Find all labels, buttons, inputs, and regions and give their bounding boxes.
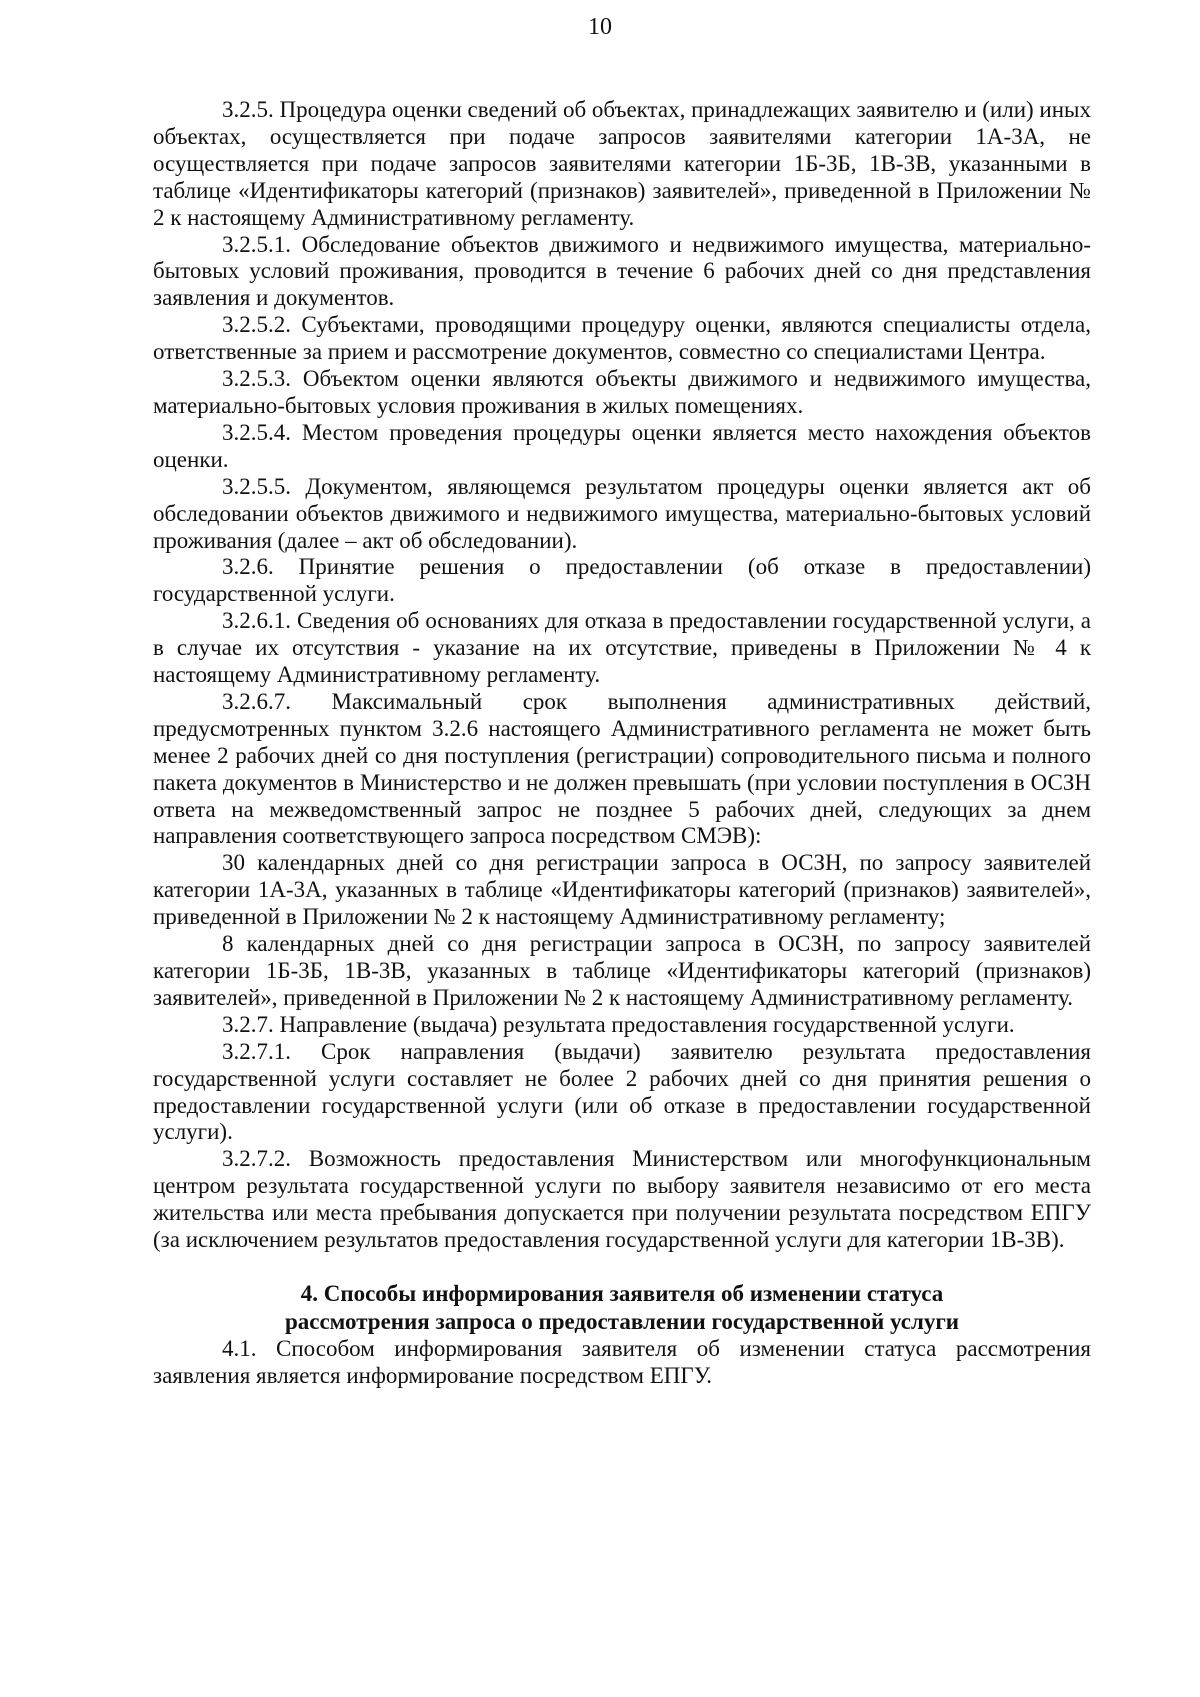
section-spacer <box>153 1254 1091 1280</box>
paragraph-3-2-5-3: 3.2.5.3. Объектом оценки являются объекты движимого и недвижимого имущества, материально-бытовых условия проживания в жилых помещениях. <box>153 366 1091 418</box>
paragraph-4-1: 4.1. Способом информирования заявителя об изменении статуса рассмотрения заявления является информирование посредством ЕПГУ. <box>153 1335 1091 1388</box>
paragraph-3-2-5-1: 3.2.5.1. Обследование объектов движимого и недвижимого имущества, материально-бытовых условий проживания, проводится в течение 6 рабочих дней со дня представления заявления и документов. <box>153 231 1091 311</box>
paragraph-3-2-5-4: 3.2.5.4. Местом проведения процедуры оценки является место нахождения объектов оценки. <box>153 419 1091 472</box>
paragraph-3-2-7: 3.2.7. Направление (выдача) результата предоставления государственной услуги. <box>222 1011 1015 1037</box>
paragraph-3-2-7-2: 3.2.7.2. Возможность предоставления Министерством или многофункциональным центром результата государственной услуги по выбору заявителя независимо от его места жительства или места пребывания допускается при получении результата посредством ЕПГУ (за исключением результатов предоставления государственной услуги для категории 1В-3В). <box>153 1146 1091 1253</box>
paragraph-3-2-5: 3.2.5. Процедура оценки сведений об объектах, принадлежащих заявителю и (или) иных объектах, осуществляется при подаче запросов заявителями категории 1А-3А, не осуществляется при подаче запросов заявителями категории 1Б-3Б, 1В-3В, указанными в таблице «Идентификаторы категорий (признаков) заявителей», приведенной в Приложении № 2 к настоящему Административному регламенту. <box>153 97 1091 230</box>
paragraph-term-8-days: 8 календарных дней со дня регистрации запроса в ОСЗН, по запросу заявителей категории 1Б-3Б, 1В-3В, указанных в таблице «Идентификаторы категорий (признаков) заявителей», приведенной в Приложении № 2 к настоящему Административному регламенту. <box>153 931 1091 1010</box>
paragraph-3-2-6-7: 3.2.6.7. Максимальный срок выполнения административных действий, предусмотренных пунктом 3.2.6 настоящего Административного регламента не может быть менее 2 рабочих дней со дня поступления (регистрации) сопроводительного письма и полного пакета документов в Министерство и не должен превышать (при условии поступления в ОСЗН ответа на межведомственный запрос не позднее 5 рабочих дней, следующих за днем направления соответствующего запроса посредством СМЭВ): <box>153 688 1091 849</box>
paragraph-3-2-7-1: 3.2.7.1. Срок направления (выдачи) заявителю результата предоставления государственной услуги составляет не более 2 рабочих дней со дня принятия решения о предоставлении государственной услуги (или об отказе в предоставлении государственной услуги). <box>153 1038 1091 1145</box>
paragraph-3-2-5-5: 3.2.5.5. Документом, являющемся результатом процедуры оценки является акт об обследовании объектов движимого и недвижимого имущества, материально-бытовых условий проживания (далее – акт об обследовании). <box>153 473 1091 553</box>
page-number: 10 <box>588 14 612 40</box>
section-heading-line-2: рассмотрения запроса о предоставлении государственной услуги <box>284 1308 960 1334</box>
paragraph-3-2-6-1: 3.2.6.1. Сведения об основаниях для отказа в предоставлении государственной услуги, а в случае их отсутствия - указание на их отсутствие, приведены в Приложении № 4 к настоящему Административному регламенту. <box>153 608 1091 688</box>
section-heading-line-1: 4. Способы информирования заявителя об изменении статуса <box>300 1280 944 1306</box>
document-body <box>153 97 1091 1390</box>
paragraph-3-2-5-2: 3.2.5.2. Субъектами, проводящими процедуру оценки, являются специалисты отдела, ответственные за прием и рассмотрение документов, совместно со специалистами Центра. <box>153 312 1091 365</box>
paragraph-term-30-days: 30 календарных дней со дня регистрации запроса в ОСЗН, по запросу заявителей категории 1А-3А, указанных в таблице «Идентификаторы категорий (признаков) заявителей», приведенной в Приложении № 2 к настоящему Административному регламенту; <box>153 850 1091 930</box>
paragraph-3-2-6: 3.2.6. Принятие решения о предоставлении (об отказе в предоставлении) государственной услуги. <box>153 554 1091 607</box>
